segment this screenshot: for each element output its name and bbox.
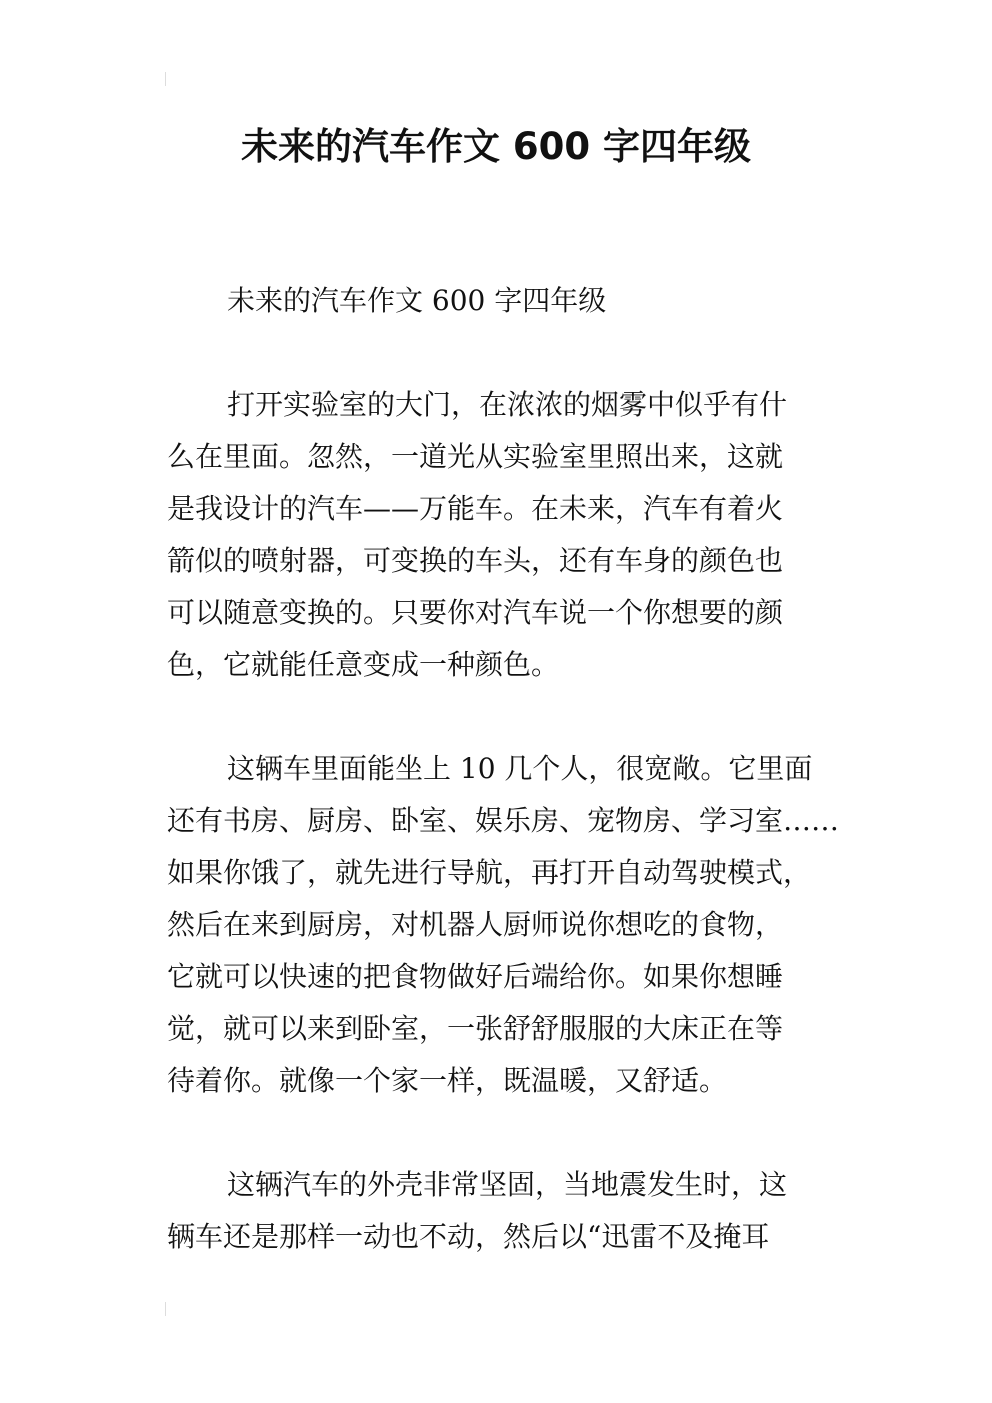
paragraph-line: 打开实验室的大门，在浓浓的烟雾中似乎有什 <box>227 388 788 421</box>
paragraph-line: 箭似的喷射器，可变换的车头，还有车身的颜色也 <box>167 544 784 577</box>
paragraph-line: 觉，就可以来到卧室，一张舒舒服服的大床正在等 <box>167 1012 784 1045</box>
page-corner-mark <box>165 72 166 86</box>
subtitle-paragraph <box>167 275 847 327</box>
paragraph-line: 么在里面。忽然，一道光从实验室里照出来，这就 <box>167 440 784 473</box>
paragraph-line: 辆车还是那样一动也不动，然后以“迅雷不及掩耳 <box>167 1220 770 1253</box>
paragraph-line: 色，它就能任意变成一种颜色。 <box>167 648 560 681</box>
paragraph-line: 可以随意变换的。只要你对汽车说一个你想要的颜 <box>167 596 784 629</box>
paragraph <box>167 1159 847 1263</box>
paragraph <box>167 379 847 691</box>
paragraph-line: 这辆车里面能坐上 10 几个人，很宽敞。它里面 <box>227 752 813 785</box>
paragraph-line: 还有书房、厨房、卧室、娱乐房、宠物房、学习室…… <box>167 804 840 837</box>
paragraph-line: 是我设计的汽车——万能车。在未来，汽车有着火 <box>167 492 784 525</box>
paragraph-line: 如果你饿了，就先进行导航，再打开自动驾驶模式， <box>167 856 812 889</box>
paragraph-line: 它就可以快速的把食物做好后端给你。如果你想睡 <box>167 960 784 993</box>
paragraph-line: 然后在来到厨房，对机器人厨师说你想吃的食物， <box>167 908 784 941</box>
document-title: 未来的汽车作文 600 字四年级 <box>241 125 751 168</box>
subtitle: 未来的汽车作文 600 字四年级 <box>227 284 607 317</box>
paragraph <box>167 743 847 1107</box>
paragraph-line: 这辆汽车的外壳非常坚固，当地震发生时，这 <box>227 1168 788 1201</box>
document-body <box>167 275 847 1315</box>
paragraph-line: 待着你。就像一个家一样，既温暖，又舒适。 <box>167 1064 728 1097</box>
page-corner-mark <box>165 1302 166 1316</box>
